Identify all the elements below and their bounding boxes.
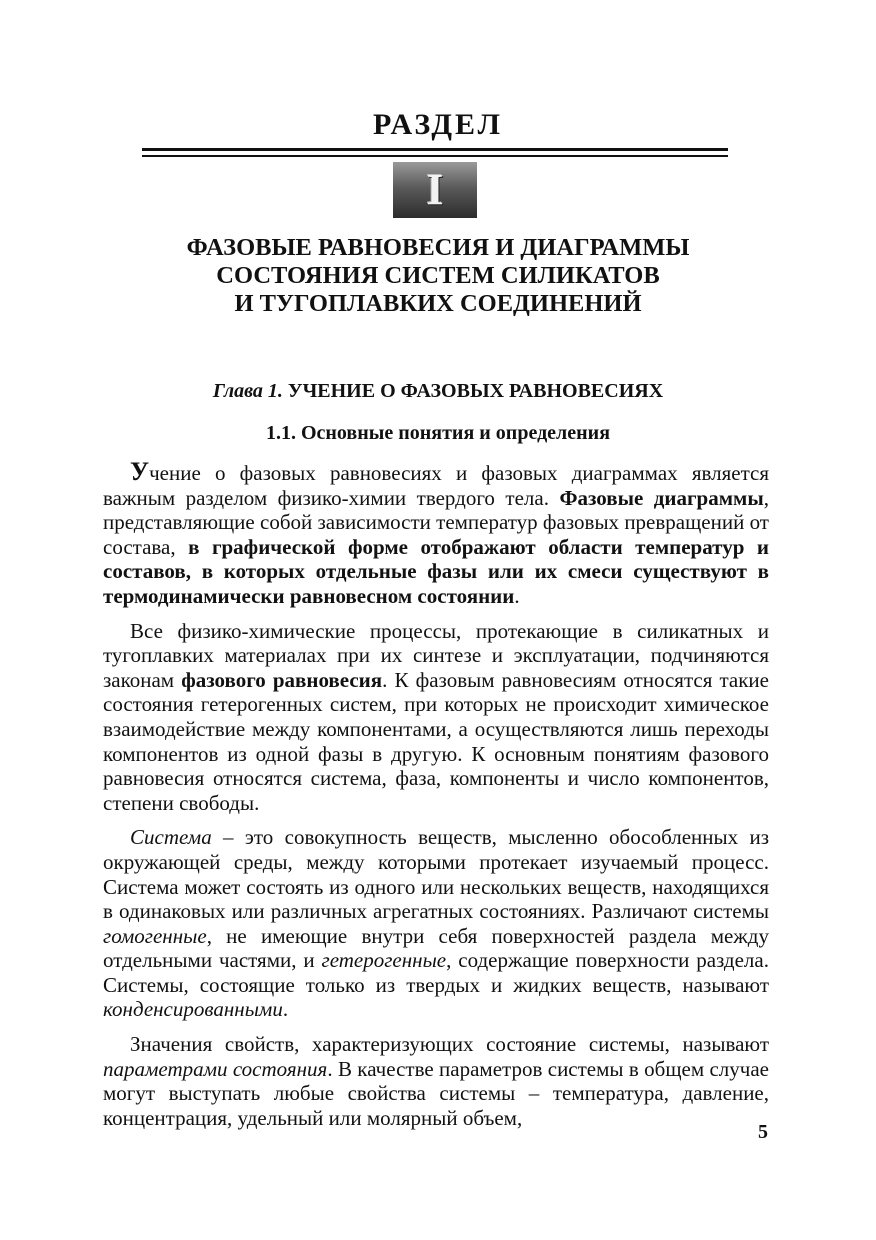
heading-rule-thin: [142, 155, 728, 157]
italic-term: гетерогенные: [321, 948, 447, 973]
text-run: . В качестве параметров системы в общем случае могут выступать любые свойства системы – температура, давление, концентрация, удельный или молярный объем,: [103, 1056, 769, 1130]
bold-term: фазового равновесия: [181, 667, 383, 692]
part-title-line: ФАЗОВЫЕ РАВНОВЕСИЯ И ДИАГРАММЫ: [186, 234, 690, 261]
drop-cap: У: [130, 457, 150, 486]
body-text: [103, 457, 769, 1140]
heading-rule-thick: [142, 148, 728, 151]
section-heading: РАЗДЕЛ: [372, 108, 504, 141]
page-number: 5: [758, 1121, 768, 1143]
paragraph: [103, 457, 769, 609]
paragraph: [103, 619, 769, 816]
paragraph: [103, 825, 769, 1022]
text-run: .: [514, 583, 520, 608]
text-run: – это совокупность веществ, мысленно обособленных из окружающей среды, между которыми протекает изучаемый процесс. Система может состоять из одного или нескольких веществ, находящихся в одинаковых или различных агрегатных состояниях. Различают системы: [103, 825, 769, 924]
text-run: .: [282, 997, 289, 1022]
text-run: . К фазовым равновесиям относятся такие состояния гетерогенных систем, при которых не происходит химическое взаимодействие между компонентами, а осуществляются лишь переходы компонентов из одной фазы в другую. К основным понятиям фазового равновесия относятся система, фаза, компоненты и число компонентов, степени свободы.: [103, 667, 769, 815]
paragraph: [103, 1032, 769, 1130]
italic-term: конденсированными: [103, 997, 283, 1022]
italic-term: гомогенные: [103, 923, 207, 948]
text-run: , представляющие собой зависимости температур фазовых превращений от состава,: [103, 485, 769, 559]
section-number: I: [426, 165, 444, 214]
text-run: , содержащие поверхности раздела. Системы, состоящие только из твердых и жидких веществ, называют: [103, 948, 769, 997]
chapter-title: УЧЕНИЕ О ФАЗОВЫХ РАВНОВЕСИЯХ: [287, 380, 664, 402]
subsection-heading: 1.1. Основные понятия и определения: [265, 422, 611, 444]
italic-term: параметрами состояния: [103, 1056, 328, 1081]
part-title-line: И ТУГОПЛАВКИХ СОЕДИНЕНИЙ: [234, 290, 642, 317]
italic-term: Система: [130, 825, 212, 850]
bold-definition: в графической форме отображают области температур и составов, в которых отдельные фазы или их смеси существуют в термодинамически равновесном состоянии: [103, 534, 769, 608]
text-run: чение о фазовых равновесиях и фазовых диаграммах является важным разделом физико-химии твердого тела.: [103, 461, 769, 510]
bold-term: Фазовые диаграммы: [559, 485, 764, 510]
chapter-label: Глава 1.: [212, 380, 283, 402]
section-number-box: [393, 162, 477, 218]
text-run: , не имеющие внутри себя поверхностей раздела между отдельными частями, и: [103, 923, 769, 973]
part-title-line: СОСТОЯНИЯ СИСТЕМ СИЛИКАТОВ: [216, 262, 660, 289]
part-title: [100, 234, 776, 318]
chapter-heading: [100, 380, 776, 403]
text-run: Все физико-химические процессы, протекающие в силикатных и тугоплавких материалах при их синтезе и эксплуатации, подчиняются законам: [103, 618, 769, 692]
text-run: Значения свойств, характеризующих состояние системы, называют: [130, 1032, 769, 1057]
